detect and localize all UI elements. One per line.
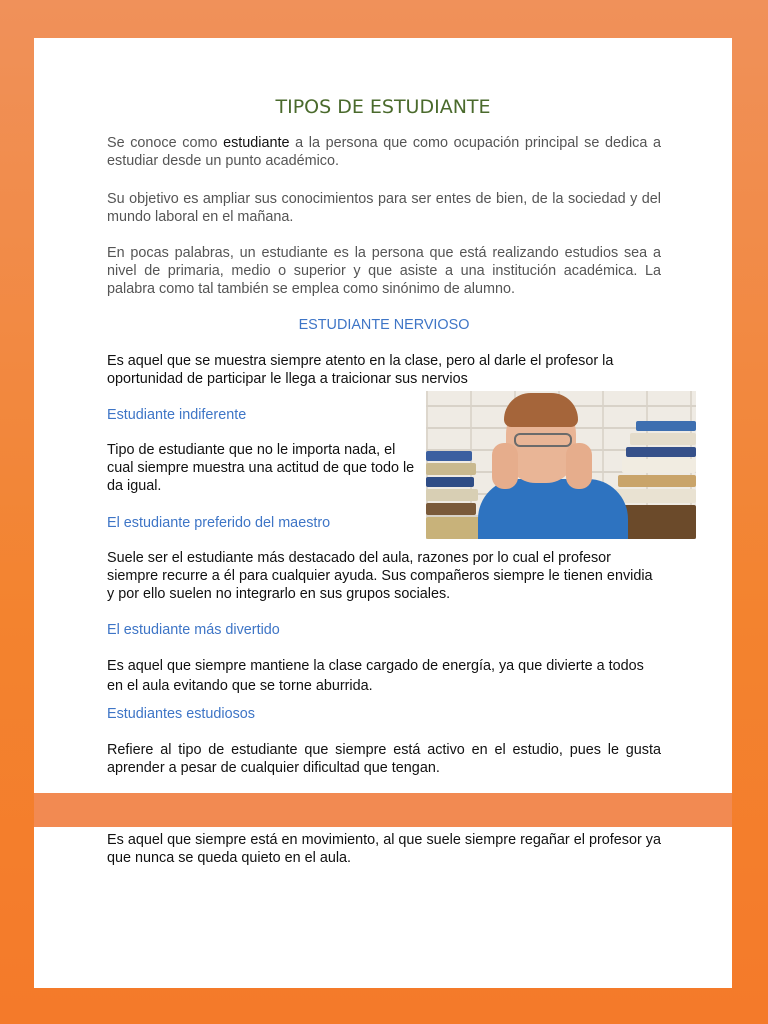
section-text-preferido: Suele ser el estudiante más destacado del aula, razones por lo cual el profesor siempre recurre a él para cualquier ayuda. Sus compañeros siempre le tienen envidia y por ello suelen no integrarlo en sus grupos sociales. [107, 550, 653, 602]
intro-paragraph-3: En pocas palabras, un estudiante es la persona que está realizando estudios sea a nivel de primaria, medio o superior y que asiste a una institución académica. La palabra como tal también se emplea como sinónimo de alumno. [107, 245, 661, 297]
section-text-nervioso: Es aquel que se muestra siempre atento en la clase, pero al darle el profesor la oportunidad de participar le llega a traicionar sus nervios [107, 353, 614, 387]
section-text-divertido: Es aquel que siempre mantiene la clase cargado de energía, ya que divierte a todos en el aula evitando que se torne aburrida. [107, 658, 644, 694]
page-break [34, 793, 732, 827]
intro-p1-after: a la persona que como ocupación principal se dedica a estudiar desde un punto académico. [107, 135, 661, 169]
intro-paragraph-2: Su objetivo es ampliar sus conocimientos para ser entes de bien, de la sociedad y del mundo laboral en el mañana. [107, 191, 661, 225]
document-page [34, 38, 732, 988]
section-heading-estudiosos: Estudiantes estudiosos [107, 706, 255, 722]
intro-p1-strong: estudiante [223, 135, 290, 151]
page-title: TIPOS DE ESTUDIANTE [275, 96, 491, 118]
intro-p1-before: Se conoce como [107, 135, 224, 151]
section-heading-nervioso: ESTUDIANTE NERVIOSO [298, 317, 470, 333]
intro-paragraph-1 [107, 134, 661, 170]
continuation-paragraph: Es aquel que siempre está en movimiento, al que suele siempre regañar el profesor ya que nunca se queda quieto en el aula. [107, 832, 661, 866]
section-heading-indiferente: Estudiante indiferente [107, 407, 247, 423]
section-text-indiferente: Tipo de estudiante que no le importa nada, el cual siempre muestra una actitud de que todo le da igual. [107, 442, 415, 494]
section-heading-preferido: El estudiante preferido del maestro [107, 515, 331, 531]
section-heading-divertido: El estudiante más divertido [107, 622, 280, 638]
section-text-estudiosos: Refiere al tipo de estudiante que siempre está activo en el estudio, pues le gusta aprender a pesar de cualquier dificultad que tengan. [107, 742, 661, 776]
